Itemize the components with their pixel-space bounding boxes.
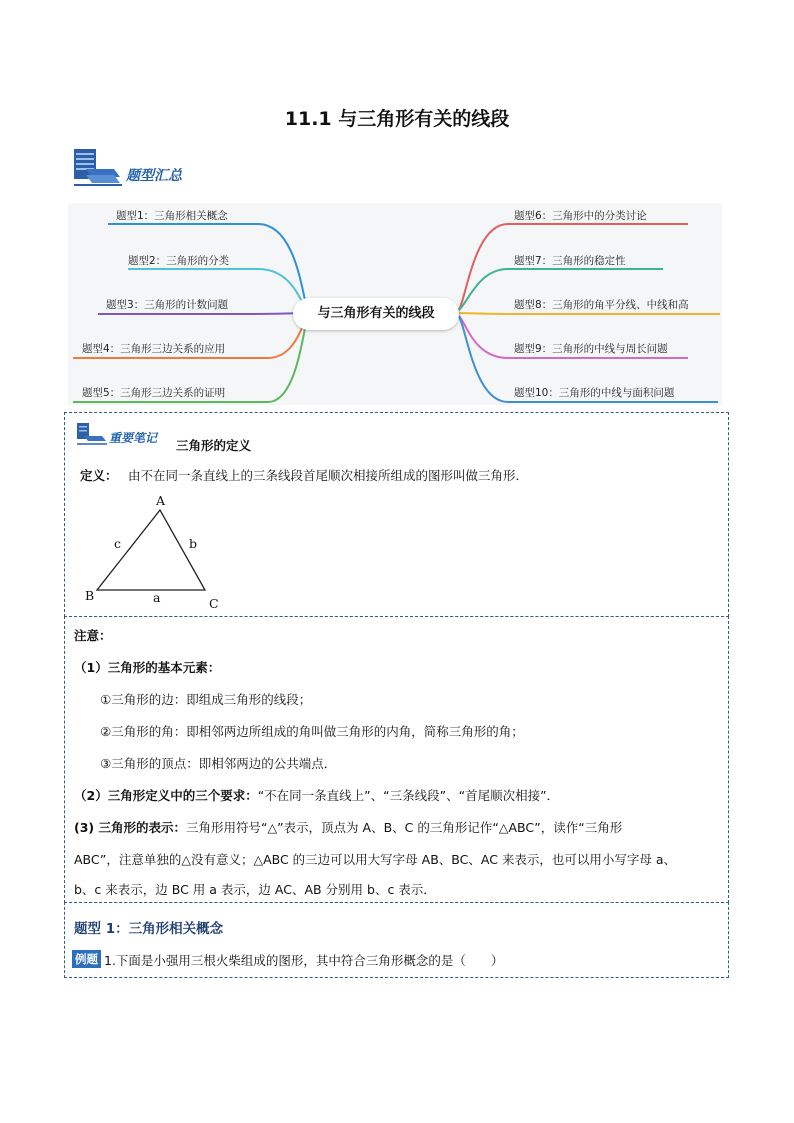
vertex-label-c: C <box>209 596 219 611</box>
p2-text: “不在同一条直线上”、“三条线段”、“首尾顺次相接”． <box>257 788 560 803</box>
p3-line-1 <box>74 818 622 836</box>
side-label-b: b <box>189 536 198 551</box>
mindmap-item-1: 题型1：三角形相关概念 <box>116 210 228 222</box>
branch-line-3 <box>98 313 308 314</box>
definition-heading: 三角形的定义 <box>176 438 252 453</box>
p2-line <box>74 786 559 804</box>
mindmap-item-10: 题型10：三角形的中线与面积问题 <box>514 387 675 399</box>
example-question: 1.下面是小强用三根火柴组成的图形，其中符合三角形概念的是（ ） <box>104 953 504 968</box>
mindmap-item-2: 题型2：三角形的分类 <box>128 255 230 267</box>
mindmap-item-4: 题型4：三角形三边关系的应用 <box>82 343 226 355</box>
p2-title: （2）三角形定义中的三个要求： <box>74 788 258 803</box>
vertex-label-b: B <box>85 588 95 603</box>
branch-line-8 <box>458 313 720 314</box>
p3-line-3: b、c 来表示，边 BC 用 a 表示，边 AC、AB 分别用 b、c 表示． <box>74 882 436 897</box>
definition-text: 由不在同一条直线上的三条线段首尾顺次相接所组成的图形叫做三角形． <box>128 468 529 483</box>
mindmap-item-6: 题型6：三角形中的分类讨论 <box>514 210 647 222</box>
p1-item-3: ③三角形的顶点：即相邻两边的公共端点． <box>100 756 337 771</box>
mindmap-item-8: 题型8：三角形的角平分线、中线和高 <box>514 299 689 311</box>
notes-label: 重要笔记 <box>109 431 158 445</box>
attention-label: 注意： <box>74 628 112 643</box>
mindmap-center-node: 与三角形有关的线段 <box>293 298 459 330</box>
mindmap-item-3: 题型3：三角形的计数问题 <box>106 299 229 311</box>
section-header-label: 题型汇总 <box>126 168 182 184</box>
mindmap-item-5: 题型5：三角形三边关系的证明 <box>82 387 226 399</box>
notes-icon <box>76 422 108 446</box>
mindmap-item-7: 题型7：三角形的稳定性 <box>514 255 626 267</box>
p3-line-2: ABC”，注意单独的△没有意义；△ABC 的三边可以用大写字母 AB、BC、AC 来表示，也可以用小写字母 a、 <box>74 852 677 867</box>
book-stack-icon <box>72 147 124 187</box>
p1-item-2: ②三角形的角：即相邻两边所组成的角叫做三角形的内角，简称三角形的角； <box>100 724 524 739</box>
type1-title: 题型 1：三角形相关概念 <box>74 921 224 937</box>
p3-title: (3) 三角形的表示： <box>74 820 186 835</box>
page-title: 11.1 与三角形有关的线段 <box>284 108 510 130</box>
mindmap-item-9: 题型9：三角形的中线与周长问题 <box>514 343 668 355</box>
side-label-c: c <box>114 536 122 551</box>
example-tag: 例题 <box>72 950 101 968</box>
vertex-label-a: A <box>156 493 166 508</box>
definition-label: 定义： <box>80 468 118 483</box>
p1-title: （1）三角形的基本元素： <box>74 660 221 675</box>
p1-item-1: ①三角形的边：即组成三角形的线段； <box>100 692 312 707</box>
p3-text-1: 三角形用符号“△”表示，顶点为 A、B、C 的三角形记作“△ABC”，读作“三角形 <box>185 820 623 835</box>
side-label-a: a <box>153 590 161 605</box>
